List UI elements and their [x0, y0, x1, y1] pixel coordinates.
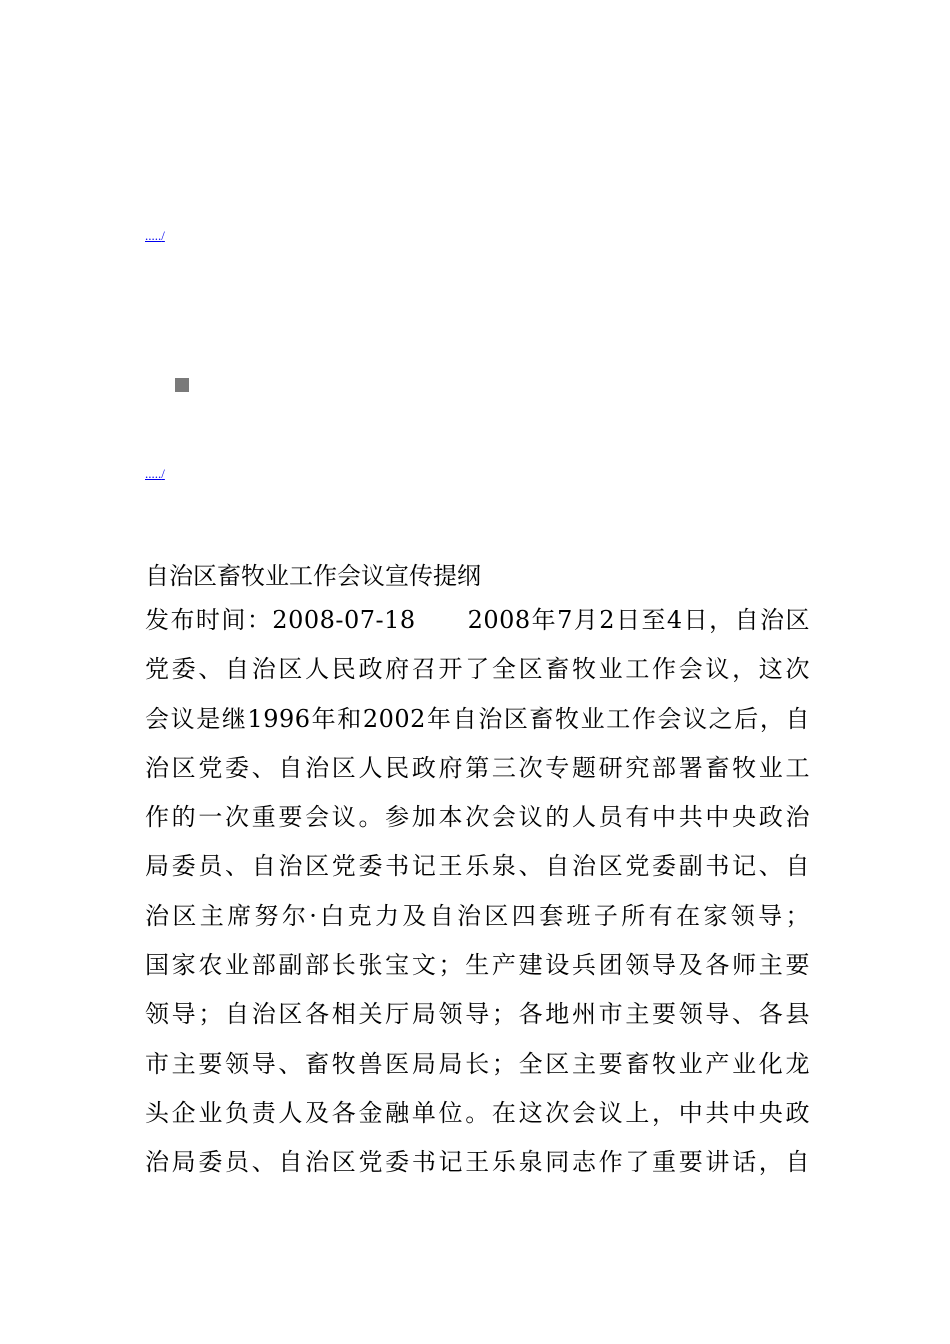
bottom-link[interactable]	[145, 466, 165, 482]
body-line: 治区主席努尔·白克力及自治区四套班子所有在家领导；	[145, 901, 810, 930]
top-link-text[interactable]: .....	[145, 228, 162, 243]
article-title: 自治区畜牧业工作会议宣传提纲	[145, 562, 481, 590]
bottom-link-text[interactable]: .....	[145, 466, 162, 481]
broken-image-icon	[175, 378, 189, 392]
bottom-link-suffix[interactable]: /	[161, 466, 165, 481]
body-line: 发布时间：2008-07-18 2008年7月2日至4日，自治区	[145, 606, 810, 634]
body-line: 会议是继1996年和2002年自治区畜牧业工作会议之后，自	[145, 704, 810, 733]
article	[145, 556, 810, 1188]
body-line: 治局委员、自治区党委书记王乐泉同志作了重要讲话，自	[145, 1148, 810, 1177]
body-line: 市主要领导、畜牧兽医局局长；全区主要畜牧业产业化龙	[145, 1049, 810, 1078]
body-line: 作的一次重要会议。参加本次会议的人员有中共中央政治	[145, 803, 810, 832]
body-line: 治区党委、自治区人民政府第三次专题研究部署畜牧业工	[145, 753, 810, 782]
body-line: 头企业负责人及各金融单位。在这次会议上，中共中央政	[145, 1098, 810, 1127]
top-link[interactable]	[145, 228, 165, 244]
article-body	[145, 596, 810, 1188]
body-line: 党委、自治区人民政府召开了全区畜牧业工作会议，这次	[145, 655, 810, 684]
top-link-suffix[interactable]: /	[161, 228, 165, 243]
body-line: 国家农业部副部长张宝文；生产建设兵团领导及各师主要	[145, 951, 810, 980]
body-line: 局委员、自治区党委书记王乐泉、自治区党委副书记、自	[145, 852, 810, 881]
body-line: 领导；自治区各相关厅局领导；各地州市主要领导、各县	[145, 1000, 810, 1029]
